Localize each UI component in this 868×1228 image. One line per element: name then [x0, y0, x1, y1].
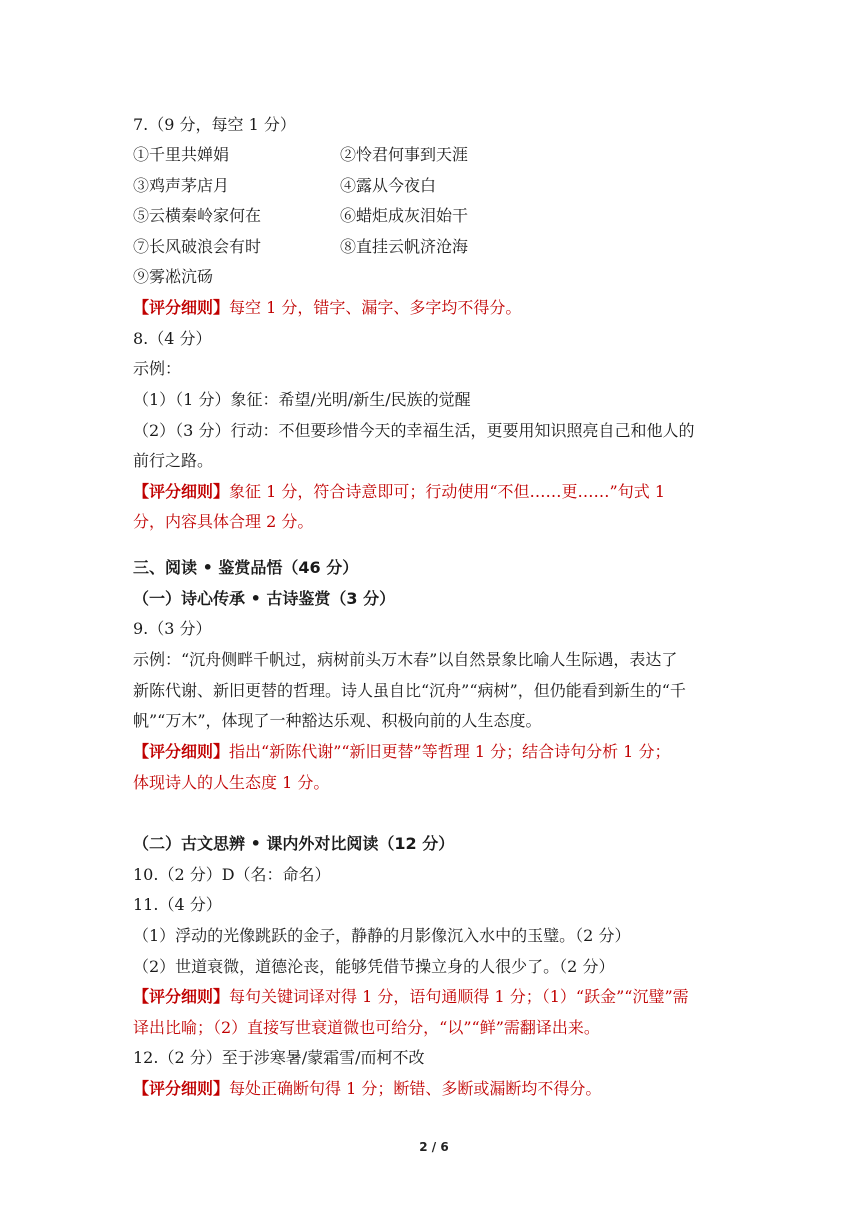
q11-line-1: （1）浮动的光像跳跃的金子，静静的月影像沉入水中的玉璧。（2 分）	[133, 926, 631, 945]
q7-rubric-text: 每空 1 分，错字、漏字、多字均不得分。	[229, 298, 522, 317]
q11-rubric-text-b: 译出比喻；（2）直接写世衰道微也可给分，“以”“鲜”需翻译出来。	[133, 1018, 600, 1037]
q8-rubric-text-b: 分，内容具体合理 2 分。	[133, 512, 314, 531]
q11-rubric	[133, 986, 689, 1008]
section-3-sub-2: （二）古文思辨 • 课内外对比阅读（12 分）	[133, 834, 455, 853]
q9-rubric-text-a: 指出“新陈代谢”“新旧更替”等哲理 1 分；结合诗句分析 1 分；	[229, 742, 671, 761]
q7-answer-3: ③鸡声茅店月	[133, 176, 230, 195]
q8-rubric-text-a: 象征 1 分，符合诗意即可；行动使用“不但……更……”句式 1	[229, 482, 665, 501]
section-3-title: 三、阅读 • 鉴赏品悟（46 分）	[133, 558, 359, 577]
q9-rubric-text-b: 体现诗人的人生态度 1 分。	[133, 773, 330, 792]
q12-rubric	[133, 1078, 601, 1100]
section-3-sub-1: （一）诗心传承 • 古诗鉴赏（3 分）	[133, 589, 396, 608]
q8-line-2a: （2）（3 分）行动：不但要珍惜今天的幸福生活，更要用知识照亮自己和他人的	[133, 421, 695, 440]
rubric-tag: 【评分细则】	[133, 1079, 230, 1098]
q11-line-2: （2）世道衰微，道德沦丧，能够凭借节操立身的人很少了。（2 分）	[133, 957, 615, 976]
q11-rubric-text-a: 每句关键词译对得 1 分，语句通顺得 1 分；（1）“跃金”“沉璧”需	[229, 987, 689, 1006]
q7-answer-2: ②怜君何事到天涯	[340, 145, 469, 164]
q8-header: 8.（4 分）	[133, 329, 212, 348]
page-number: 2 / 6	[419, 1140, 449, 1154]
q8-rubric	[133, 481, 665, 503]
q9-para-2: 新陈代谢、新旧更替的哲理。诗人虽自比“沉舟”“病树”，但仍能看到新生的“千	[133, 681, 686, 700]
q10-answer: 10.（2 分）D（名：命名）	[133, 865, 331, 884]
q12-answer: 12.（2 分）至于涉寒暑/蒙霜雪/而柯不改	[133, 1048, 425, 1067]
q9-header: 9.（3 分）	[133, 619, 212, 638]
q11-header: 11.（4 分）	[133, 895, 222, 914]
rubric-tag: 【评分细则】	[133, 742, 230, 761]
rubric-tag: 【评分细则】	[133, 987, 230, 1006]
q7-answer-7: ⑦长风破浪会有时	[133, 237, 262, 256]
rubric-tag: 【评分细则】	[133, 482, 230, 501]
q7-answer-6: ⑥蜡炬成灰泪始干	[340, 206, 469, 225]
q7-answer-8: ⑧直挂云帆济沧海	[340, 237, 469, 256]
q12-rubric-text: 每处正确断句得 1 分；断错、多断或漏断均不得分。	[229, 1079, 602, 1098]
rubric-tag: 【评分细则】	[133, 298, 230, 317]
q7-header: 7.（9 分，每空 1 分）	[133, 115, 296, 134]
q8-example-label: 示例：	[133, 359, 182, 378]
q8-line-1: （1）（1 分）象征：希望/光明/新生/民族的觉醒	[133, 390, 471, 409]
q9-para-1: 示例：“沉舟侧畔千帆过，病树前头万木春”以自然景象比喻人生际遇，表达了	[133, 650, 678, 669]
q7-answer-1: ①千里共婵娟	[133, 145, 230, 164]
q9-para-3: 帆”“万木”，体现了一种豁达乐观、积极向前的人生态度。	[133, 711, 542, 730]
q7-answer-9: ⑨雾凇沆砀	[133, 267, 214, 286]
q7-rubric	[133, 297, 521, 319]
q8-line-2b: 前行之路。	[133, 451, 214, 470]
q9-rubric	[133, 741, 670, 763]
q7-answer-4: ④露从今夜白	[340, 176, 437, 195]
q7-answer-5: ⑤云横秦岭家何在	[133, 206, 262, 225]
